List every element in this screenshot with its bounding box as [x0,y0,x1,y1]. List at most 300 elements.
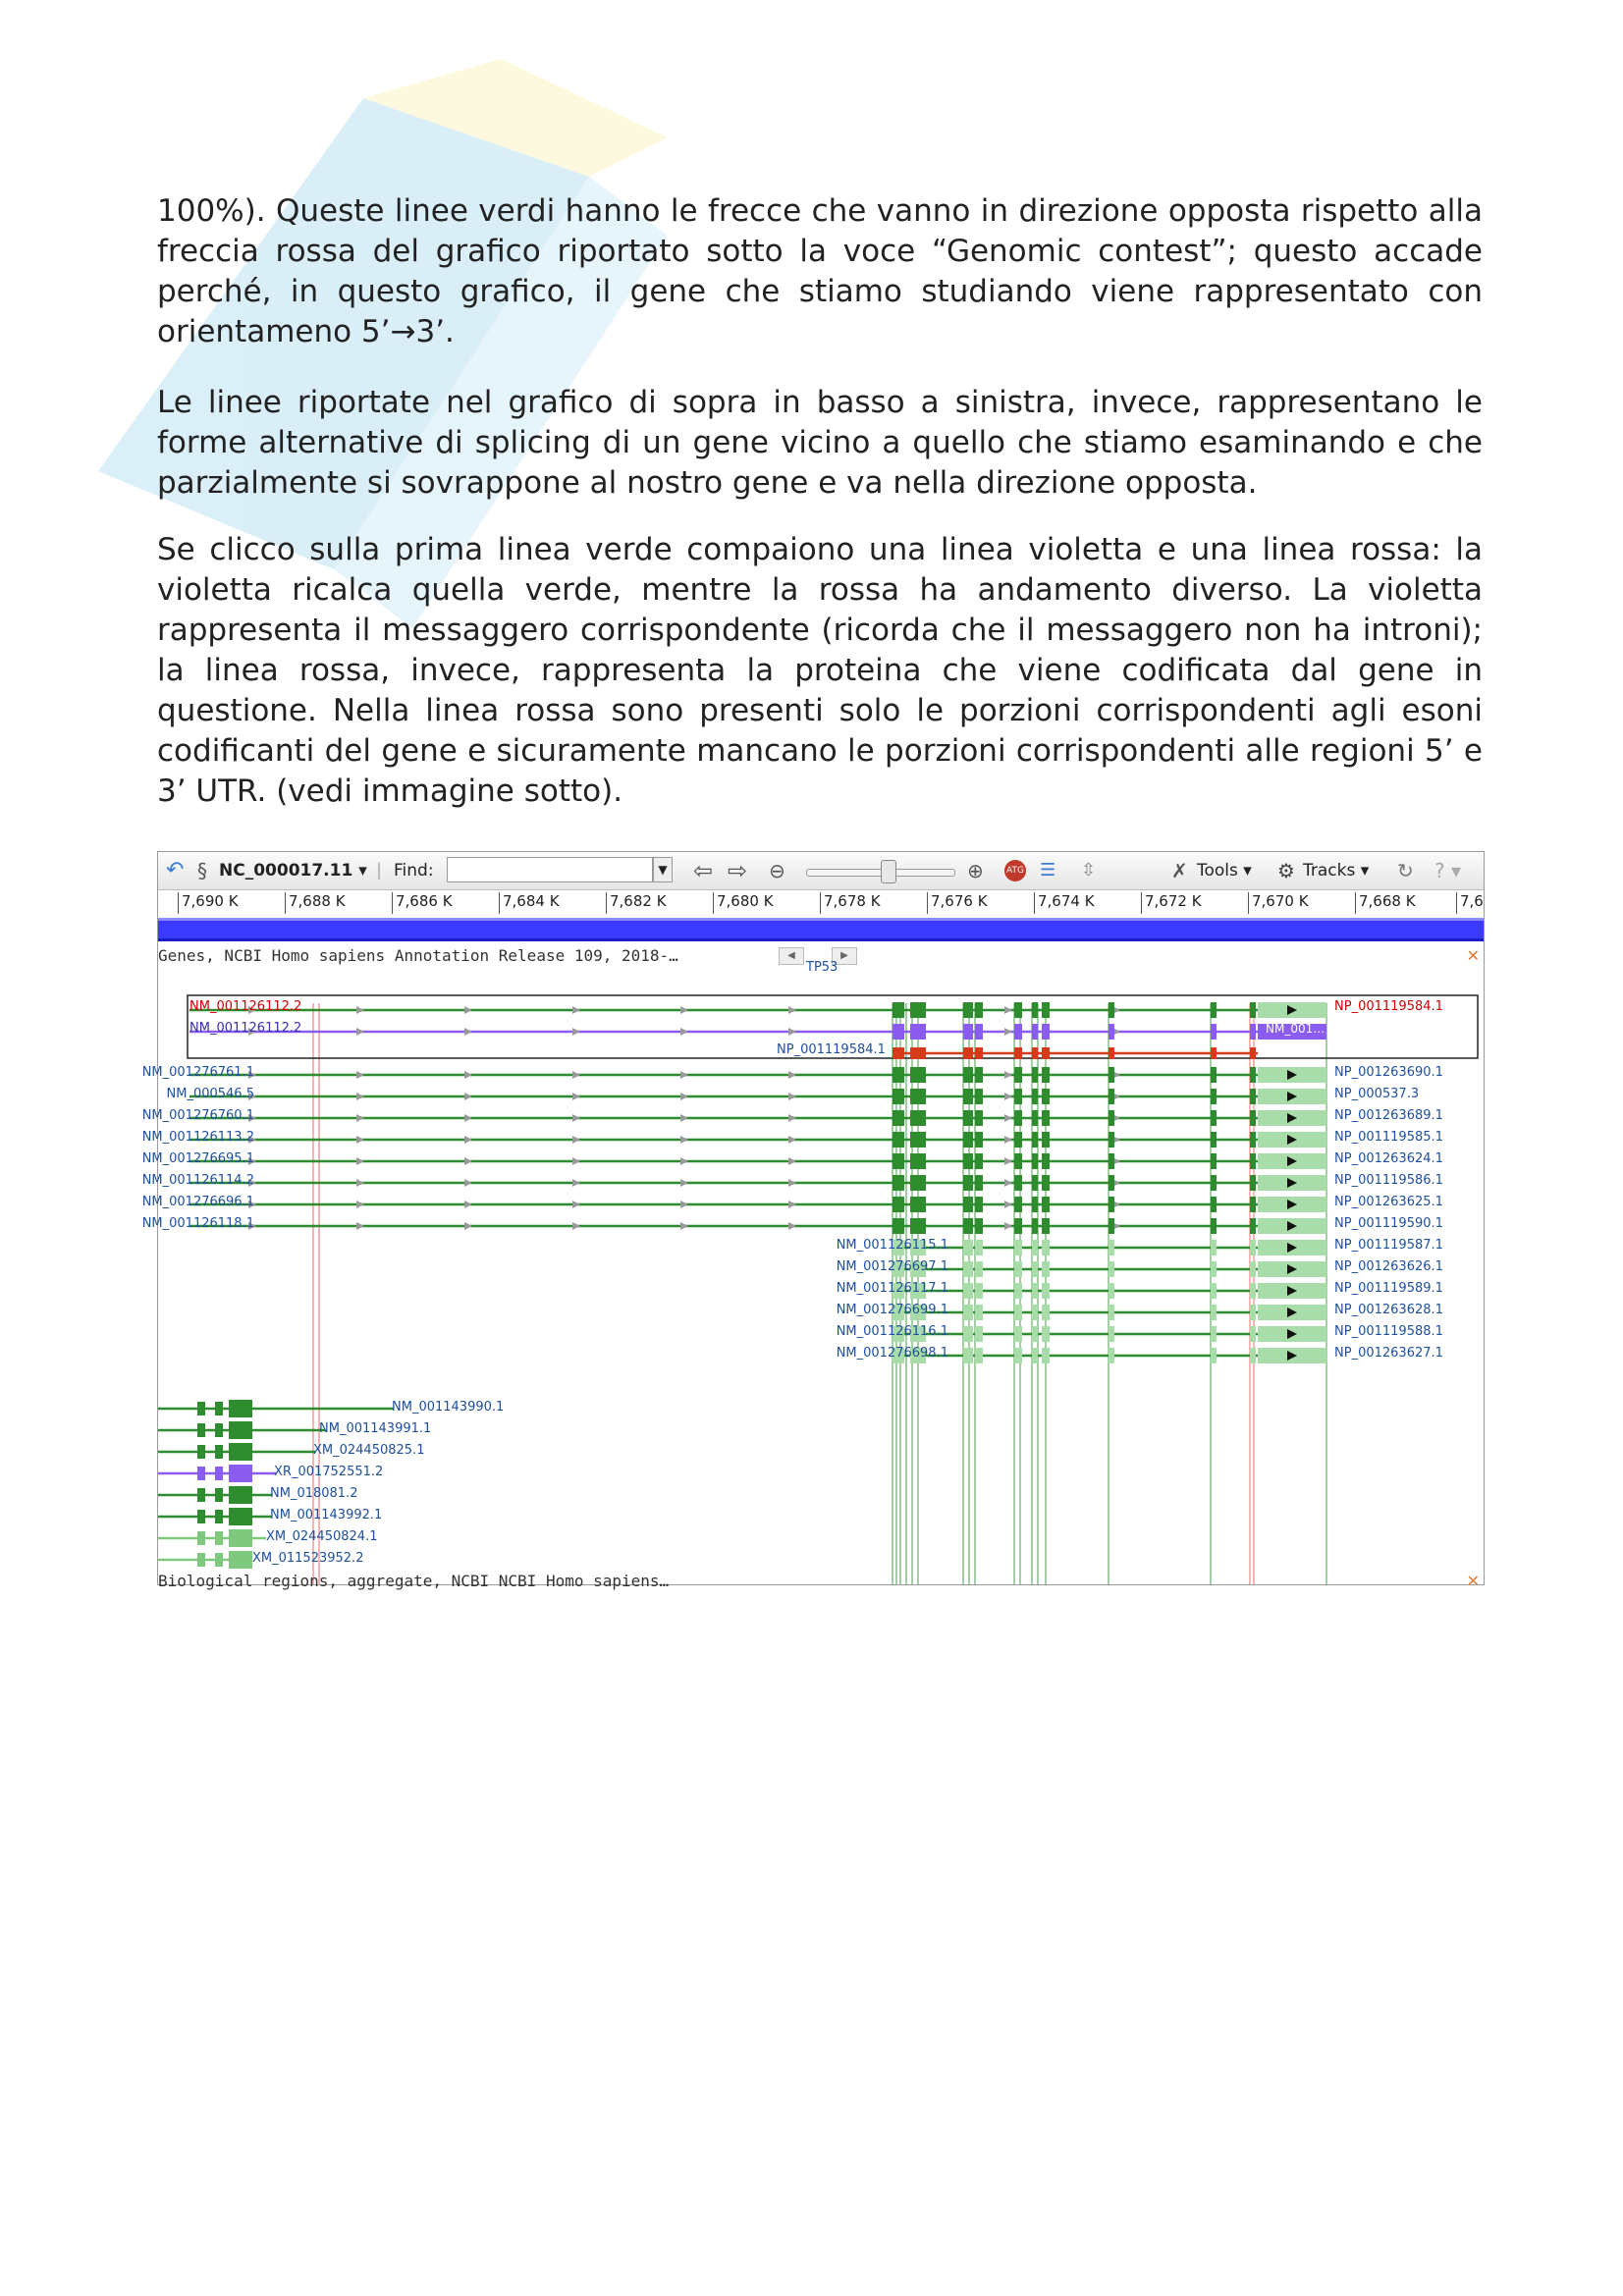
exon-block [1211,1067,1217,1083]
exon-block [1014,1305,1022,1320]
neighbor-exon [215,1531,223,1545]
exon-block [910,1110,926,1126]
direction-arrow [788,1136,796,1144]
exon-block [1042,1283,1050,1299]
selected-protein-label[interactable]: NP_001119584.1 [1334,999,1443,1014]
transcript-nm-label[interactable]: NM_001276697.1 [836,1259,948,1274]
exon-block [1211,1089,1217,1104]
transcript-nm-label[interactable]: NM_001126117.1 [836,1281,948,1296]
exon-block [1014,1024,1022,1040]
direction-arrow [680,1071,688,1079]
direction-arrow [572,1093,580,1100]
exon-block [975,1240,983,1255]
exon-block [1032,1110,1038,1126]
neighbor-exon [215,1445,223,1459]
protein-exon [1032,1047,1038,1059]
ruler-tick: 7,670 K [1248,892,1309,914]
direction-arrow [1004,1136,1012,1144]
exon-block [1042,1240,1050,1255]
direction-arrow [788,1006,796,1014]
exon-block [1014,1132,1022,1148]
ruler-tick: 7,680 K [713,892,774,914]
exon-block [1014,1197,1022,1212]
exon-block [975,1261,983,1277]
find-dropdown-icon[interactable]: ▼ [653,857,673,882]
exon-block [893,1132,904,1148]
transcript-nm-label[interactable]: NM_001276695.1 [141,1151,254,1166]
exon-block [1109,1067,1114,1083]
exon-block [1014,1002,1022,1018]
neighbor-exon [229,1465,252,1482]
exon-block [975,1132,983,1148]
exon-block [1042,1024,1050,1040]
ruler-tick: 7,688 K [285,892,346,914]
direction-arrow [356,1093,364,1100]
transcript-nm-label[interactable]: NM_001126118.1 [141,1216,254,1231]
protein-exon [1014,1047,1022,1059]
exon-block [910,1153,926,1169]
neighbor-exon [215,1423,223,1437]
neighbor-transcript-label[interactable]: NM_001143991.1 [319,1421,432,1436]
exon-block [1042,1002,1050,1018]
exon-block [1032,1326,1038,1342]
direction-arrow [1004,1114,1012,1122]
protein-exon [1042,1047,1050,1059]
exon-block [1109,1002,1114,1018]
exon-block [1109,1132,1114,1148]
exon-block [1032,1218,1038,1234]
transcript-np-label[interactable]: NP_001119586.1 [1334,1173,1443,1188]
transcript-np-label[interactable]: NP_001263628.1 [1334,1303,1443,1317]
zoom-out-icon[interactable]: ⊖ [769,859,785,882]
neighbor-transcript-label[interactable]: NM_018081.2 [270,1486,358,1501]
protein-exon [963,1047,973,1059]
exon-block [1032,1175,1038,1191]
direction-arrow [1004,1179,1012,1187]
direction-arrow [1004,1071,1012,1079]
exon-block [975,1153,983,1169]
direction-arrow [464,1093,472,1100]
neighbor-exon [215,1488,223,1502]
exon-block [910,1089,926,1104]
direction-arrow [788,1179,796,1187]
refresh-icon[interactable]: ↻ [1397,859,1414,882]
direction-arrow [464,1006,472,1014]
direction-arrow [356,1006,364,1014]
neighbor-exon [197,1531,205,1545]
ruler-tick: 7,678 K [820,892,881,914]
neighbor-exon [197,1402,205,1415]
transcript-np-label[interactable]: NP_001119585.1 [1334,1130,1443,1145]
exon-block [1250,1261,1256,1277]
transcript-np-label[interactable]: NP_001119590.1 [1334,1216,1443,1231]
pan-right-icon[interactable]: ⇨ [728,857,748,884]
neighbor-exon [197,1445,205,1459]
exon-block [1032,1002,1038,1018]
direction-arrow [680,1136,688,1144]
exon-block [910,1218,926,1234]
zoom-slider-handle[interactable] [881,860,896,883]
exon-block [1032,1261,1038,1277]
exon-block [1250,1110,1256,1126]
direction-arrow [788,1157,796,1165]
protein-exon [975,1047,983,1059]
exon-block [1014,1067,1022,1083]
exon-block [893,1175,904,1191]
protein-exon [1211,1047,1217,1059]
direction-arrow [464,1179,472,1187]
tools-menu[interactable]: Tools ▾ [1197,861,1252,881]
ruler-tick: 7,686 K [392,892,453,914]
exon-block [1032,1305,1038,1320]
gene-name-label[interactable]: TP53 [806,960,839,975]
exon-block [1250,1283,1256,1299]
exon-block [1014,1261,1022,1277]
exon-block [975,1175,983,1191]
transcript-np-label[interactable]: NP_001263625.1 [1334,1195,1443,1209]
direction-arrow [356,1114,364,1122]
exon-block [1250,1218,1256,1234]
paragraph-3: Se clicco sulla prima linea verde compaiono una linea violetta e una linea rossa: la violetta ricalca quella verde, mentre la rossa ha andamento diverso. La violetta rappresenta il messaggero corrispondente (ricorda che il messaggero non ha introni); la linea rossa, invece, rappresenta la proteina che viene codificata dal gene in questione. Nella linea rossa sono presenti solo le porzioni corrispondenti agli esoni codificanti del gene e sicuramente mancano le porzioni corrispondenti alle regioni 5’ e 3’ UTR. (vedi immagine sotto). [157,532,1483,809]
direction-arrow [572,1006,580,1014]
exon-block [1250,1197,1256,1212]
exon-block [1042,1348,1050,1363]
exon-block [963,1240,973,1255]
direction-arrow [356,1071,364,1079]
exon-block [1109,1153,1114,1169]
transcript-np-label[interactable]: NP_001119588.1 [1334,1324,1443,1339]
neighbor-exon [197,1423,205,1437]
genome-viewer [141,851,1485,1590]
pan-left-icon[interactable]: ⇦ [693,857,714,884]
neighbor-exon [197,1467,205,1480]
direction-arrow [356,1222,364,1230]
violet-box-label: NM_001… [1266,1022,1325,1036]
exon-block [1109,1218,1114,1234]
direction-arrow [572,1136,580,1144]
transcript-nm-label[interactable]: NM_001126113.2 [141,1130,254,1145]
exon-block [893,1024,904,1040]
help-menu[interactable]: ? ▾ [1434,859,1462,882]
exon-block [1250,1348,1256,1363]
exon-block [1042,1218,1050,1234]
direction-arrow [356,1157,364,1165]
exon-block [1250,1305,1256,1320]
direction-arrow [356,1201,364,1208]
exon-block [1014,1326,1022,1342]
neighbor-transcript-label[interactable]: XM_024450825.1 [313,1443,425,1458]
exon-block [1250,1175,1256,1191]
exon-block [1109,1089,1114,1104]
exon-block [975,1326,983,1342]
direction-arrow [1004,1222,1012,1230]
ruler-tick: 7,668 K [1355,892,1416,914]
exon-block [1109,1326,1114,1342]
exon-block [1211,1153,1217,1169]
ruler-tick: 7,672 K [1141,892,1202,914]
exon-block [1032,1348,1038,1363]
gear-icon[interactable]: ⚙ [1277,859,1295,882]
exon-block [1250,1153,1256,1169]
neighbor-exon [197,1510,205,1523]
exon-block [1211,1218,1217,1234]
transcript-nm-label[interactable]: NM_001126116.1 [836,1324,948,1339]
close-track-icon[interactable]: ✕ [1466,946,1480,965]
exon-block [1042,1326,1050,1342]
close-bottom-track-icon[interactable]: ✕ [1466,1572,1480,1590]
protein-exon [1109,1047,1114,1059]
transcript-nm-label[interactable]: NM_001276760.1 [141,1108,254,1123]
biological-regions-track-title: Biological regions, aggregate, NCBI NCBI Homo sapiens… [158,1572,670,1590]
exon-block [1032,1240,1038,1255]
direction-arrow [680,1179,688,1187]
exon-block [963,1283,973,1299]
transcript-np-label[interactable]: NP_001263689.1 [1334,1108,1443,1123]
neighbor-exon [197,1553,205,1567]
exon-block [910,1067,926,1083]
direction-arrow [680,1157,688,1165]
direction-arrow [572,1201,580,1208]
exon-block [1014,1283,1022,1299]
direction-arrow [464,1114,472,1122]
zoom-in-icon[interactable]: ⊕ [967,859,984,882]
ruler-tick: 7,674 K [1034,892,1095,914]
ruler-tick: 7,684 K [499,892,560,914]
exon-block [893,1218,904,1234]
transcript-nm-label[interactable]: NM_001276696.1 [141,1195,254,1209]
exon-block [975,1002,983,1018]
direction-arrow [572,1179,580,1187]
exon-block [1211,1132,1217,1148]
transcript-np-label[interactable]: NP_001263624.1 [1334,1151,1443,1166]
neighbor-exon [215,1467,223,1480]
neighbor-exon [215,1402,223,1415]
exon-block [1109,1305,1114,1320]
direction-arrow [788,1071,796,1079]
direction-arrow [572,1222,580,1230]
direction-arrow [572,1071,580,1079]
neighbor-transcript-label[interactable]: NM_001143990.1 [392,1400,505,1415]
exon-block [963,1067,973,1083]
ruler [158,890,1484,916]
exon-block [975,1348,983,1363]
find-label: Find: [394,861,434,881]
exon-block [1250,1002,1256,1018]
selected-protein-mid-label[interactable]: NP_001119584.1 [777,1042,886,1057]
exon-block [1211,1326,1217,1342]
exon-block [893,1002,904,1018]
exon-block [893,1089,904,1104]
exon-block [1042,1153,1050,1169]
exon-block [1211,1002,1217,1018]
transcript-nm-label[interactable]: NM_000546.5 [166,1087,254,1101]
exon-block [1211,1175,1217,1191]
selected-mrna-label[interactable]: NM_001126112.2 [189,999,302,1014]
exon-block [1042,1110,1050,1126]
exon-block [975,1024,983,1040]
protein-exon [893,1047,904,1059]
neighbor-exon [215,1510,223,1523]
exon-block [1250,1132,1256,1148]
direction-arrow [788,1028,796,1036]
exon-block [1042,1175,1050,1191]
exon-block [1250,1024,1256,1040]
direction-arrow [680,1028,688,1036]
exon-block [1032,1197,1038,1212]
direction-arrow [680,1201,688,1208]
neighbor-exon [229,1486,252,1504]
direction-arrow [1004,1201,1012,1208]
atg-icon[interactable]: ATG [1004,860,1026,881]
neighbor-transcript-label[interactable]: NM_001143992.1 [270,1508,383,1522]
direction-arrow [788,1114,796,1122]
direction-arrow [356,1179,364,1187]
sequence-icon: § [197,859,207,882]
exon-block [1032,1132,1038,1148]
exon-block [963,1089,973,1104]
exon-block [1042,1067,1050,1083]
exon-block [963,1305,973,1320]
transcript-nm-label[interactable]: NM_001276761.1 [141,1065,254,1080]
direction-arrow [680,1114,688,1122]
exon-block [1211,1024,1217,1040]
exon-block [910,1197,926,1212]
direction-arrow [788,1222,796,1230]
selected-violet-label[interactable]: NM_001126112.2 [189,1021,302,1036]
exon-block [910,1002,926,1018]
toolbar-divider: | [376,860,383,881]
direction-arrow [464,1136,472,1144]
transcript-nm-label[interactable]: NM_001126114.2 [141,1173,254,1188]
exon-block [893,1153,904,1169]
alignment-icon[interactable]: ☰ [1040,860,1056,881]
exon-block [1014,1089,1022,1104]
exon-block [1014,1348,1022,1363]
neighbor-exon [229,1508,252,1525]
transcript-np-label[interactable]: NP_001119587.1 [1334,1238,1443,1253]
exon-block [1014,1218,1022,1234]
neighbor-exon [229,1443,252,1461]
neighbor-exon [229,1421,252,1439]
exon-block [1042,1132,1050,1148]
track-next-button[interactable]: ▶ [832,947,857,965]
exon-block [1250,1067,1256,1083]
transcript-nm-label[interactable]: NM_001276698.1 [836,1346,948,1361]
exon-block [975,1067,983,1083]
direction-arrow [572,1114,580,1122]
direction-arrow [464,1071,472,1079]
exon-block [963,1002,973,1018]
exon-block [1211,1348,1217,1363]
exon-block [975,1218,983,1234]
exon-block [963,1326,973,1342]
tools-icon[interactable]: ✗ [1171,859,1188,882]
exon-block [893,1067,904,1083]
exon-block [1032,1067,1038,1083]
exon-block [1211,1110,1217,1126]
transcript-np-label[interactable]: NP_000537.3 [1334,1087,1420,1101]
direction-arrow [680,1093,688,1100]
exon-block [1014,1240,1022,1255]
exon-block [963,1218,973,1234]
direction-arrow [464,1028,472,1036]
exon-block [1042,1305,1050,1320]
exon-block [893,1110,904,1126]
neighbor-transcript-label[interactable]: XM_024450824.1 [266,1529,378,1544]
exon-block [1042,1261,1050,1277]
tracks-menu[interactable]: Tracks ▾ [1303,861,1370,881]
protein-exon [910,1047,926,1059]
exon-block [963,1348,973,1363]
undo-icon[interactable]: ↶ [166,858,185,882]
exon-block [963,1153,973,1169]
exon-block [1109,1024,1114,1040]
exon-block [963,1110,973,1126]
neighbor-exon [215,1553,223,1567]
sequence-band [158,918,1484,941]
exon-block [1211,1283,1217,1299]
direction-arrow [356,1028,364,1036]
transcript-nm-label[interactable]: NM_001276699.1 [836,1303,948,1317]
neighbor-transcript-label[interactable]: XR_001752551.2 [274,1465,384,1479]
exon-block [1109,1240,1114,1255]
transcript-np-label[interactable]: NP_001119589.1 [1334,1281,1443,1296]
ruler-tick: 7,676 K [927,892,988,914]
direction-arrow [1004,1093,1012,1100]
collapse-icon[interactable]: ⇳ [1081,860,1097,881]
accession-selector[interactable]: NC_000017.11 ▾ [219,861,367,881]
exon-block [1211,1197,1217,1212]
direction-arrow [572,1028,580,1036]
exon-block [1042,1197,1050,1212]
direction-arrow [1004,1157,1012,1165]
neighbor-transcript-label[interactable]: XM_011523952.2 [252,1551,364,1566]
exon-block [893,1197,904,1212]
ruler-tick: 7,682 K [606,892,667,914]
transcript-np-label[interactable]: NP_001263627.1 [1334,1346,1443,1361]
exon-block [963,1175,973,1191]
direction-arrow [1004,1028,1012,1036]
exon-block [1250,1326,1256,1342]
exon-block [1014,1175,1022,1191]
exon-block [1109,1197,1114,1212]
exon-block [1250,1089,1256,1104]
exon-block [975,1110,983,1126]
viewer-toolbar [158,852,1484,890]
transcript-nm-label[interactable]: NM_001126115.1 [836,1238,948,1253]
exon-block [963,1261,973,1277]
direction-arrow [464,1222,472,1230]
exon-block [1032,1153,1038,1169]
transcript-np-label[interactable]: NP_001263626.1 [1334,1259,1443,1274]
transcript-np-label[interactable]: NP_001263690.1 [1334,1065,1443,1080]
direction-arrow [464,1201,472,1208]
exon-block [975,1283,983,1299]
track-prev-button[interactable]: ◀ [779,947,804,965]
exon-block [975,1305,983,1320]
direction-arrow [680,1006,688,1014]
exon-block [1211,1305,1217,1320]
neighbor-exon [229,1400,252,1417]
exon-block [963,1024,973,1040]
exon-block [1109,1175,1114,1191]
find-input[interactable] [447,857,653,882]
exon-block [975,1197,983,1212]
exon-block [910,1175,926,1191]
exon-block [1032,1024,1038,1040]
neighbor-exon [229,1551,252,1569]
exon-block [975,1089,983,1104]
